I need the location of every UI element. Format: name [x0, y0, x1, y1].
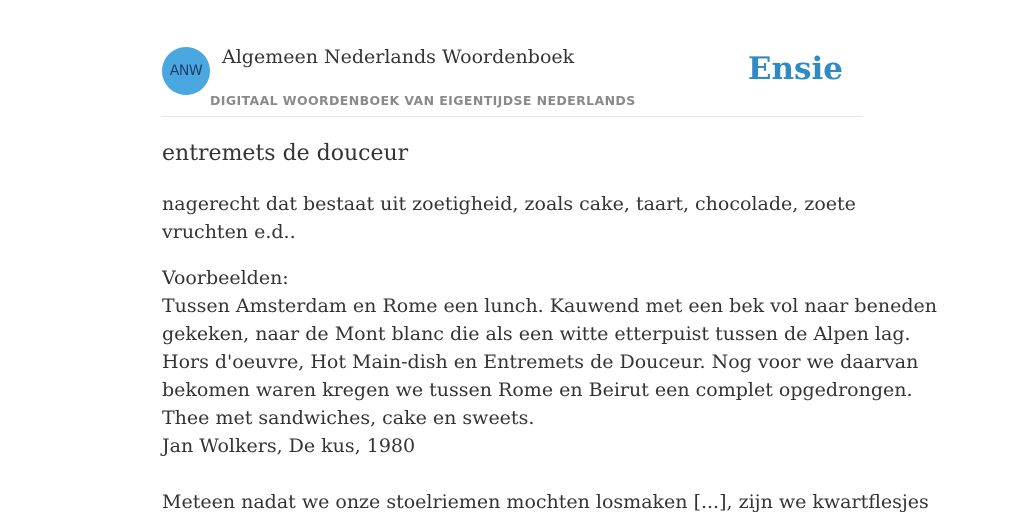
entry-headword: entremets de douceur: [162, 141, 409, 166]
example-line: gekeken, naar de Mont blanc die als een witte etterpuist tussen de Alpen lag.: [162, 323, 911, 345]
example-source: Jan Wolkers, De kus, 1980: [162, 435, 416, 457]
example-line: Meteen nadat we onze stoelriemen mochten losmaken [...], zijn we kwartflesjes: [162, 491, 929, 512]
entry-content: [162, 138, 937, 512]
example-line: Hors d'oeuvre, Hot Main-dish en Entremets de Douceur. Nog voor we daarvan: [162, 351, 919, 373]
site-subtitle: DIGITAAL WOORDENBOEK VAN EIGENTIJDSE NEDERLANDS: [210, 93, 636, 108]
anw-logo[interactable]: ANW: [162, 47, 210, 95]
example-line: Thee met sandwiches, cake en sweets.: [162, 407, 535, 429]
entry-definition: nagerecht dat bestaat uit zoetigheid, zoals cake, taart, chocolade, zoete vruchten e.d..: [162, 193, 856, 243]
examples-label: Voorbeelden:: [162, 267, 289, 289]
example-separator: [162, 460, 862, 488]
examples-section: [162, 264, 937, 512]
site-title[interactable]: Algemeen Nederlands Woordenboek: [222, 46, 575, 68]
example-line: Tussen Amsterdam en Rome een lunch. Kauwend met een bek vol naar beneden: [162, 295, 937, 317]
example-line: bekomen waren kregen we tussen Rome en Beirut een complet opgedrongen.: [162, 379, 913, 401]
site-header: [162, 46, 862, 117]
ensie-brand-logo[interactable]: Ensie: [747, 51, 843, 87]
